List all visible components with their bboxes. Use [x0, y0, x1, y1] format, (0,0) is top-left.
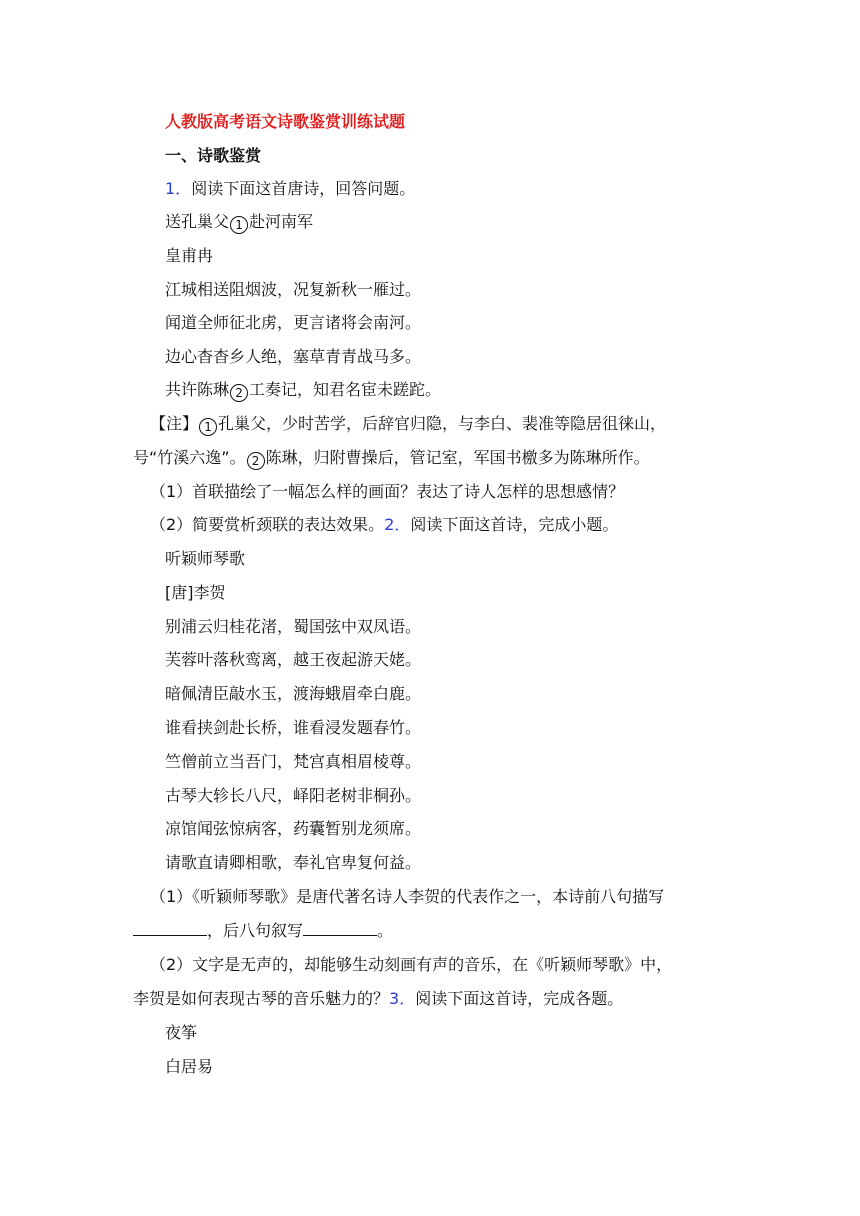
poem-line-part: 工奏记，知君名宦未蹉跎。	[249, 380, 442, 399]
answer-blank[interactable]	[133, 921, 207, 936]
note-line	[133, 448, 650, 470]
poem-line: 谁看挟剑赴长桥，谁看浸发题春竹。	[165, 718, 422, 737]
poem-line: 芙蓉叶落秋鸾离，越王夜起游天姥。	[165, 650, 422, 669]
poem-title: 夜筝	[165, 1023, 198, 1042]
note-line	[150, 414, 666, 436]
question-number: 3．	[389, 989, 416, 1008]
question-1-prompt	[165, 179, 415, 199]
question-text: 阅读下面这首诗，完成小题。	[410, 515, 619, 534]
poem-line: 闻道全师征北虏，更言诸将会南河。	[165, 313, 422, 332]
note-marker: 1	[199, 418, 217, 436]
sub-question	[150, 515, 618, 535]
poem-title: 听颖师琴歌	[165, 549, 246, 568]
poem-author: [唐]李贺	[165, 583, 226, 602]
sub-question-continued	[133, 921, 393, 941]
poem-line: 凉馆闻弦惊病客，药囊暂别龙须席。	[165, 819, 422, 838]
document-title: 人教版高考语文诗歌鉴赏训练试题	[165, 112, 406, 131]
sub-question-text: （2）简要赏析颈联的表达效果。	[150, 515, 385, 534]
poem-author: 皇甫冉	[165, 246, 214, 265]
sub-question: （1）首联描绘了一幅怎么样的画面？表达了诗人怎样的思想感情？	[150, 482, 625, 501]
note-label: 【注】	[150, 414, 199, 433]
note-text: 孔巢父，少时苦学，后辞官归隐，与李白、裴准等隐居徂徕山，	[218, 414, 667, 433]
note-marker: 2	[230, 384, 248, 402]
sub-question: （2）文字是无声的，却能够生动刻画有声的音乐，在《听颖师琴歌》中，	[150, 955, 673, 974]
poem-line: 竺僧前立当吾门，梵宫真相眉棱尊。	[165, 752, 422, 771]
sub-question-text: ，后八句叙写	[207, 921, 304, 940]
sub-question-text: 李贺是如何表现古琴的音乐魅力的？	[133, 989, 390, 1008]
poem-line: 江城相送阻烟波，况复新秋一雁过。	[165, 280, 422, 299]
poem-line: 别浦云归桂花渚，蜀国弦中双凤语。	[165, 617, 422, 636]
question-text: 阅读下面这首唐诗，回答问题。	[191, 179, 416, 198]
sub-question-continued	[133, 989, 623, 1009]
question-number: 2．	[384, 515, 411, 534]
note-text: 号“竹溪六逸”。	[133, 448, 246, 467]
sub-question: （1）《听颖师琴歌》是唐代著名诗人李贺的代表作之一，本诗前八句描写	[150, 887, 665, 906]
poem-line: 请歌直请卿相歌，奉礼官卑复何益。	[165, 853, 422, 872]
note-marker: 2	[247, 452, 265, 470]
poem-title-part: 赴河南军	[249, 212, 314, 231]
sub-question-text: 。	[377, 921, 394, 940]
poem-line: 古琴大轸长八尺，峄阳老树非桐孙。	[165, 786, 422, 805]
poem-line	[165, 380, 441, 402]
poem-author: 白居易	[165, 1057, 214, 1076]
poem-line: 暗佩清臣敲水玉，渡海蛾眉牵白鹿。	[165, 684, 422, 703]
note-text: 陈琳，归附曹操后，管记室，军国书檄多为陈琳所作。	[265, 448, 650, 467]
poem-line-part: 共许陈琳	[165, 380, 230, 399]
answer-blank[interactable]	[303, 921, 377, 936]
poem-line: 边心杳杳乡人绝，塞草青青战马多。	[165, 347, 422, 366]
note-marker: 1	[230, 216, 248, 234]
question-text: 阅读下面这首诗，完成各题。	[415, 989, 624, 1008]
question-number: 1．	[165, 179, 192, 198]
poem-title-part: 送孔巢父	[165, 212, 230, 231]
poem-title	[165, 212, 313, 234]
section-heading: 一、诗歌鉴赏	[165, 146, 262, 165]
